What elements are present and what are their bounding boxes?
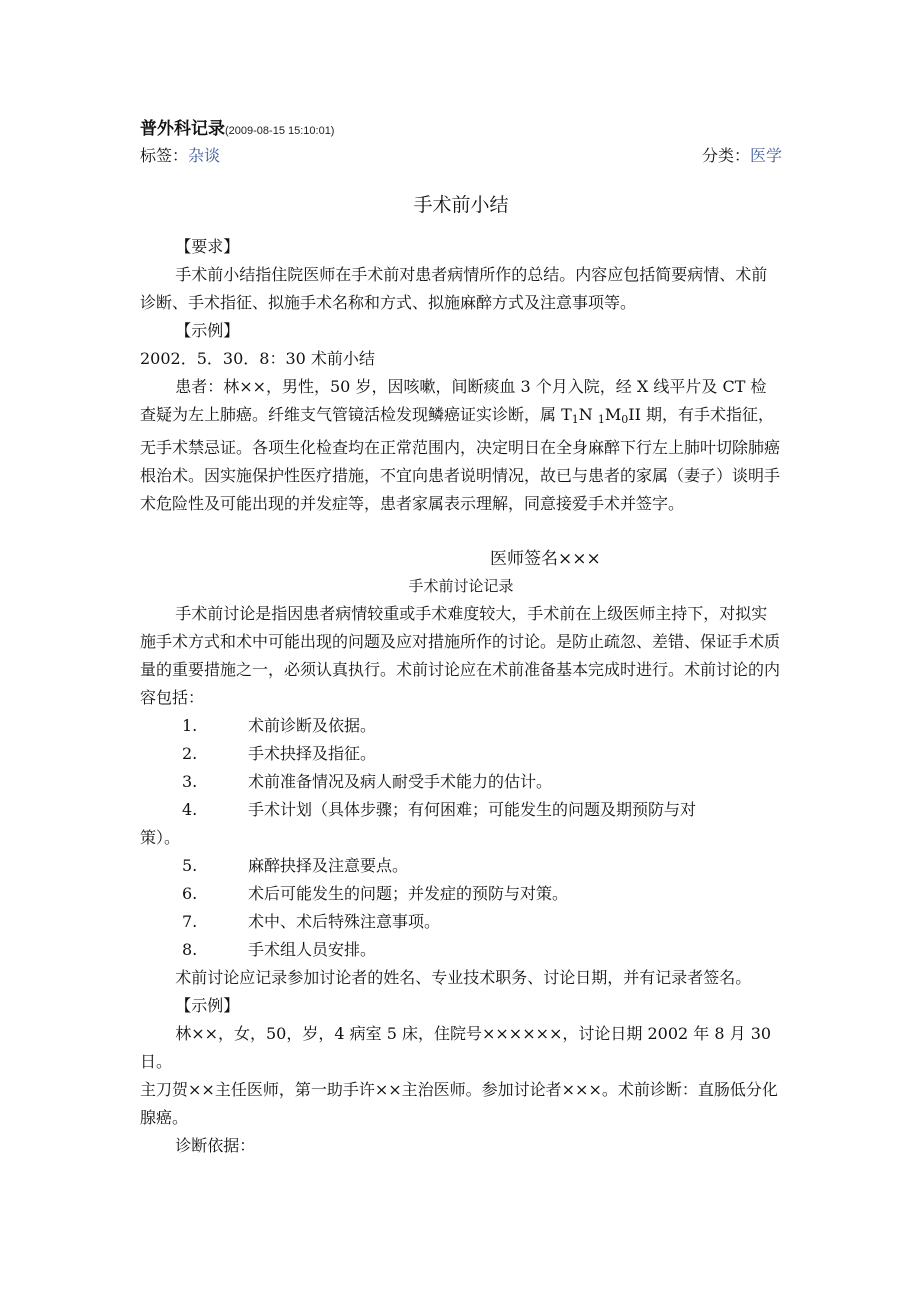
example-line-2: 主刀贺××主任医师，第一助手许××主治医师。参加讨论者×××。术前诊断：直肠低分化腺癌。 <box>140 1080 778 1127</box>
example-heading-2: 【示例】 <box>175 996 240 1015</box>
list-item: 1. 术前诊断及依据。 <box>182 716 377 735</box>
tnm-m-sub: 0 <box>621 413 629 426</box>
list-item: 7. 术中、术后特殊注意事项。 <box>182 912 441 931</box>
list-item: 5. 麻醉抉择及注意要点。 <box>182 856 409 875</box>
blog-header <box>140 114 782 139</box>
section-title-preop-summary: 手术前小结 <box>413 194 509 216</box>
example-text <box>140 373 782 518</box>
tag-link[interactable]: 杂谈 <box>188 146 221 165</box>
discussion-intro: 手术前讨论是指因患者病情较重或手术难度较大，手术前在上级医师主持下，对拟实施手术方式和术中可能出现的问题及应对措施所作的讨论。是防止疏忽、差错、保证手术质量的重要措施之一，必须认真执行。术前讨论应在术前准备基本完成时进行。术前讨论的内容包括： <box>140 604 781 707</box>
discussion-list <box>140 712 782 964</box>
example-heading: 【示例】 <box>175 321 240 340</box>
section-title-preop-discussion: 手术前讨论记录 <box>408 577 514 595</box>
blog-date: (2009-08-15 15:10:01) <box>225 125 335 137</box>
example-text-part1: 患者：林××，男性，50 岁，因咳嗽，间断痰血 3 个月入院，经 X 线平片及 CT 检查疑为左上肺癌。纤维支气管镜活检发现鳞癌证实诊断，属 T <box>140 377 767 424</box>
list-item: 4. 手术计划（具体步骤；有何困难；可能发生的问题及期预防与对 <box>182 800 697 819</box>
category-label: 分类： <box>701 146 750 165</box>
meta-row <box>140 143 782 166</box>
tnm-n-sub: 1 <box>597 413 605 426</box>
example-line-1: 林××，女，50，岁，4 病室 5 床，住院号××××××，讨论日期 2002 年 8 月 30 日。 <box>140 1024 772 1071</box>
category-link[interactable]: 医学 <box>749 146 782 165</box>
doctor-signature: 医师签名××× <box>490 549 601 569</box>
tnm-m: M <box>604 405 622 424</box>
tag-label: 标签： <box>140 146 189 165</box>
list-item-continuation: 策）。 <box>140 828 181 847</box>
record-note: 术前讨论应记录参加讨论者的姓名、专业技术职务、讨论日期，并有记录者签名。 <box>175 968 752 987</box>
list-item: 8. 手术组人员安排。 <box>182 940 377 959</box>
example-text-part2: II 期，有手术指征，无手术禁忌证。各项生化检查均在正常范围内，决定明日在全身麻醉下行左上肺叶切除肺癌根治术。因实施保护性医疗措施，不宜向患者说明情况，故已与患者的家属（妻子）谈明手术危险性及可能出现的并发症等，患者家属表示理解，同意接爱手术并签字。 <box>140 405 781 513</box>
example-date: 2002．5．30．8：30 术前小结 <box>140 349 375 368</box>
category-group <box>702 143 782 166</box>
blog-title[interactable]: 普外科记录 <box>140 119 225 139</box>
list-item: 6. 术后可能发生的问题；并发症的预防与对策。 <box>182 884 569 903</box>
requirement-text: 手术前小结指住院医师在手术前对患者病情所作的总结。内容应包括简要病情、术前诊断、手术指征、拟施手术名称和方式、拟施麻醉方式及注意事项等。 <box>140 265 768 312</box>
tnm-t-sub: 1 <box>571 413 579 426</box>
diagnosis-basis: 诊断依据： <box>175 1136 256 1155</box>
tag-group <box>140 143 220 166</box>
requirement-heading: 【要求】 <box>175 237 240 256</box>
document-page <box>140 114 782 1160</box>
list-item: 2. 手术抉择及指征。 <box>182 744 377 763</box>
list-item: 3. 术前准备情况及病人耐受手术能力的估计。 <box>182 772 553 791</box>
tnm-n: N <box>578 405 598 424</box>
